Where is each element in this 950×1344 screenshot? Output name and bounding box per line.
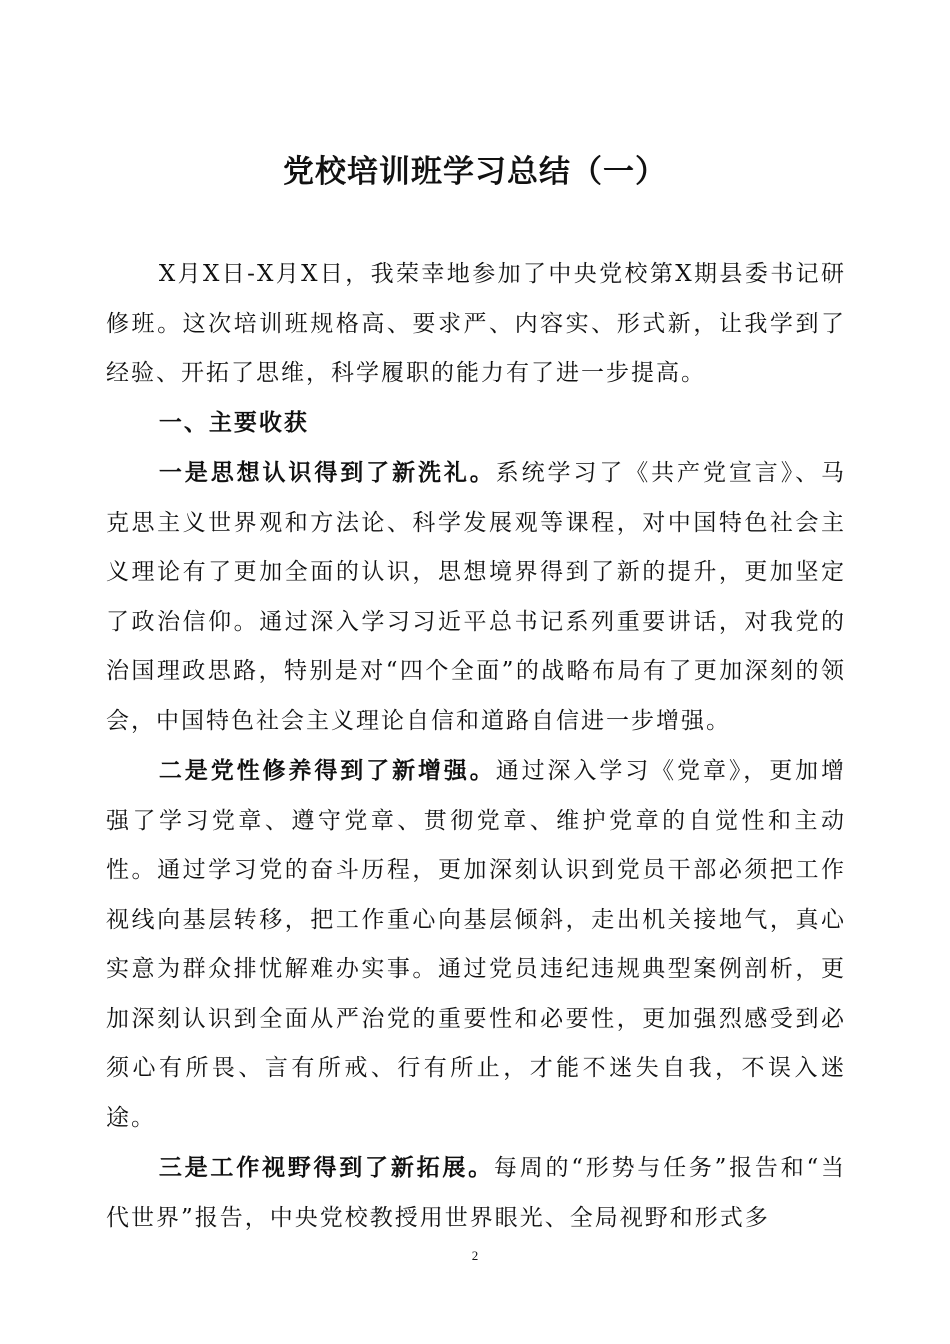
paragraph-text: 通过深入学习《党章》，更加增强了学习党章、遵守党章、贯彻党章、维护党章的自觉性和主动性。通过学习党的奋斗历程，更加深刻认识到党员干部必须把工作视线向基层转移，把工作重心向基层倾斜，走出机关接地气，真心实意为群众排忧解难办实事。通过党员违纪违规典型案例剖析，更加深刻认识到全面从严治党的重要性和必要性，更加强烈感受到必须心有所畏、言有所戒、行有所止，才能不迷失自我，不误入迷途。 [106, 758, 847, 1131]
section-heading: 一、主要收获 [158, 409, 309, 436]
page-number: 2 [471, 1248, 479, 1263]
paragraph-text: 每周的“形势与任务”报告和“当代世界”报告，中央党校教授用世界眼光、全局视野和形式多 [106, 1155, 846, 1231]
paragraph-lead: 一是思想认识得到了新洗礼。 [158, 459, 496, 486]
document-body [106, 250, 846, 1243]
body-paragraph-1 [106, 448, 846, 746]
body-paragraph-3 [106, 1143, 846, 1243]
document-title: 党校培训班学习总结（一） [283, 154, 667, 190]
paragraph-lead: 二是党性修养得到了新增强。 [158, 757, 496, 784]
paragraph-lead: 三是工作视野得到了新拓展。 [158, 1154, 494, 1181]
intro-paragraph: X月X日-X月X日，我荣幸地参加了中央党校第X期县委书记研修班。这次培训班规格高、要求严、内容实、形式新，让我学到了经验、开拓了思维，科学履职的能力有了进一步提高。 [106, 261, 846, 386]
paragraph-text: 系统学习了《共产党宣言》、马克思主义世界观和方法论、科学发展观等课程，对中国特色社会主义理论有了更加全面的认识，思想境界得到了新的提升，更加坚定了政治信仰。通过深入学习习近平总书记系列重要讲话，对我党的治国理政思路，特别是对“四个全面”的战略布局有了更加深刻的领会，中国特色社会主义理论自信和道路自信进一步增强。 [106, 460, 847, 734]
body-paragraph-2 [106, 746, 846, 1143]
